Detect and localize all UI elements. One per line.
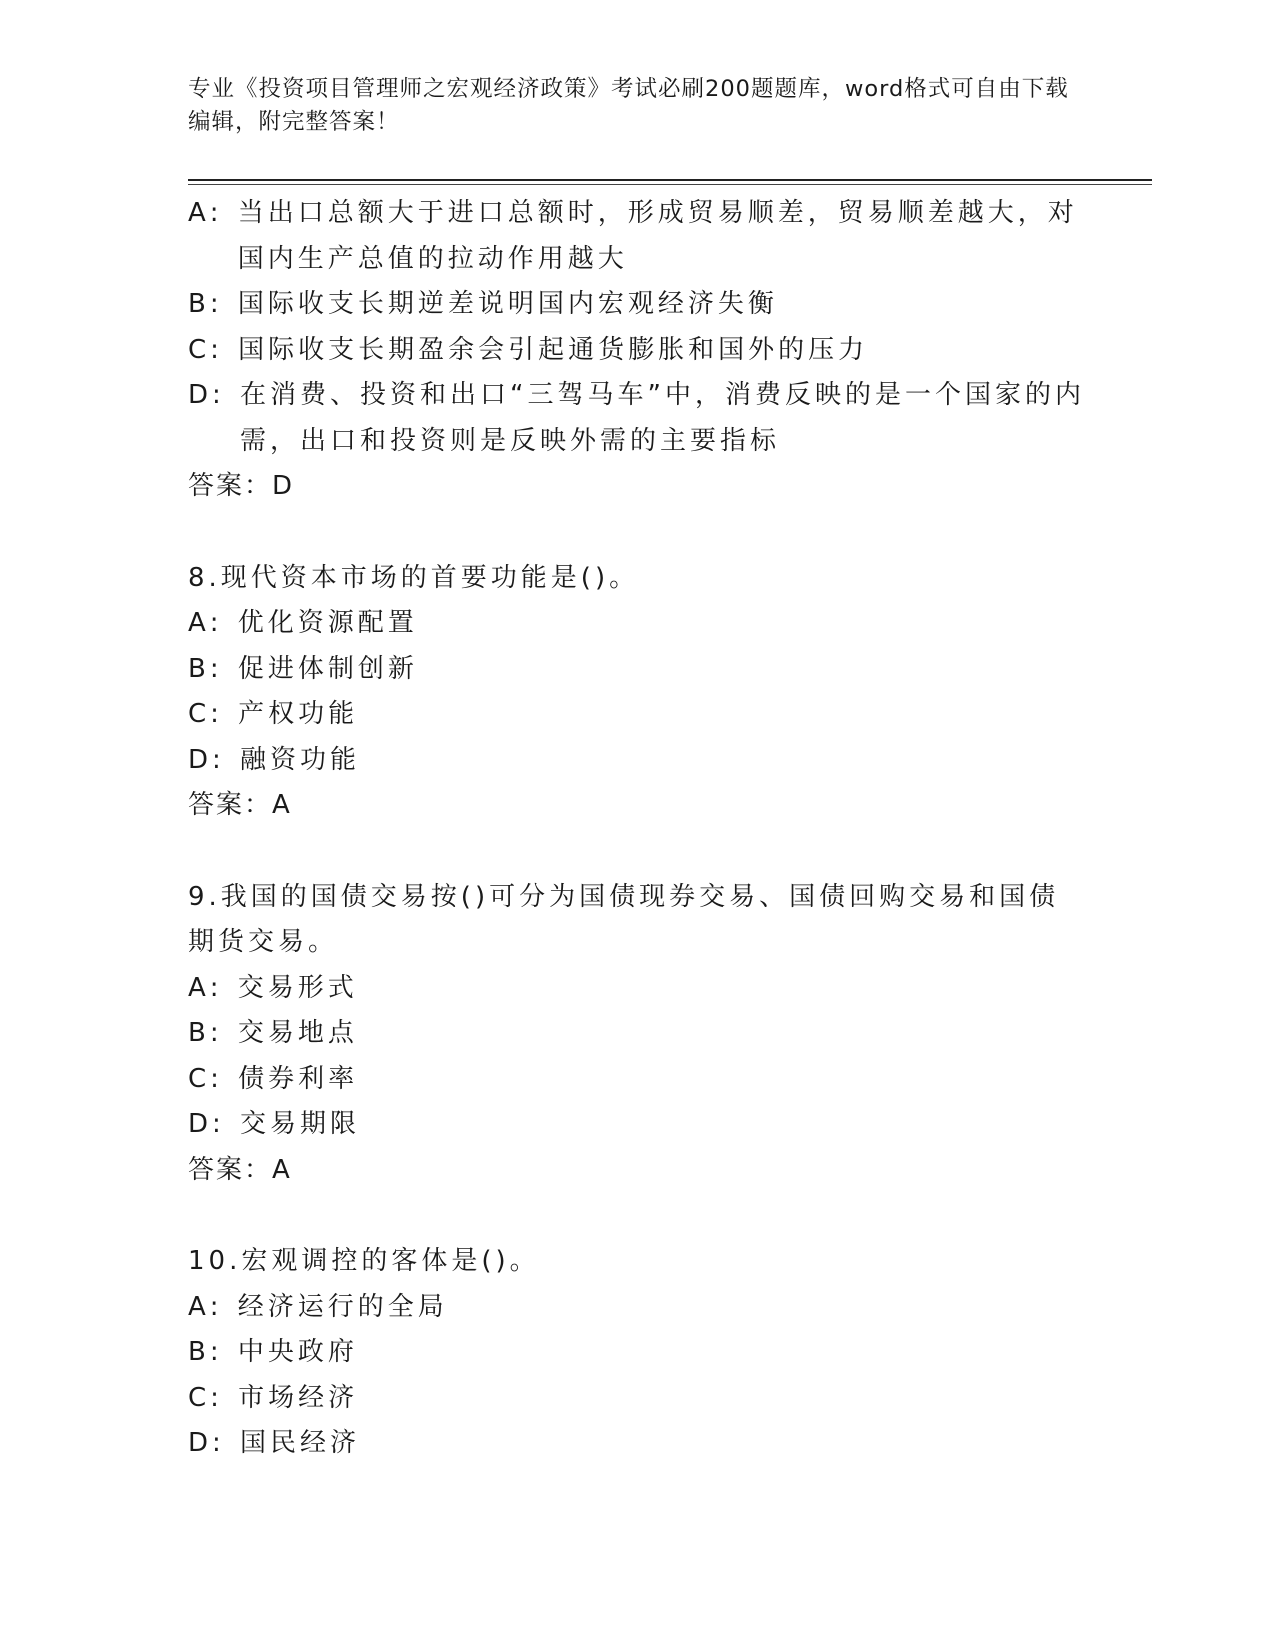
option-text: 优化资源配置 [237, 608, 418, 638]
option-text: 交易形式 [237, 972, 358, 1003]
option-d [188, 738, 1088, 784]
question-8 [188, 556, 1088, 829]
option-separator: : [209, 653, 223, 684]
option-separator: : [209, 1018, 223, 1048]
option-b [188, 1330, 1088, 1376]
question-9 [188, 875, 1088, 1194]
answer-line: 答案：D [188, 471, 295, 501]
option-b [188, 1011, 1088, 1057]
option-a [188, 601, 1088, 647]
option-letter: B [188, 289, 210, 319]
header-divider-thin [188, 184, 1152, 185]
option-separator: : [209, 972, 223, 1003]
option-text: 在消费、投资和出口“三驾马车”中，消费反映的是一个国家的内需，出口和投资则是反映外需的主要指标 [240, 380, 1085, 456]
option-letter: A [188, 198, 210, 228]
option-text: 国际收支长期逆差说明国内宏观经济失衡 [237, 289, 778, 319]
option-letter: A [188, 1291, 210, 1322]
option-letter: C [188, 699, 211, 729]
option-text: 债券利率 [238, 1063, 359, 1094]
answer-line: 答案：A [188, 790, 292, 820]
option-separator: : [210, 1382, 223, 1413]
option-letter: D [188, 380, 213, 410]
option-separator: : [210, 1063, 223, 1094]
option-separator: : [212, 744, 225, 775]
option-text: 交易期限 [240, 1109, 361, 1139]
option-separator: : [212, 380, 225, 410]
option-b [188, 282, 1088, 328]
question-text: 8.现代资本市场的首要功能是()。 [188, 562, 640, 593]
option-letter: C [188, 1382, 211, 1413]
option-text: 融资功能 [240, 744, 361, 775]
option-letter: B [188, 653, 210, 684]
document-header: 专业《投资项目管理师之宏观经济政策》考试必刷200题题库，word格式可自由下载编辑，附完整答案！ [188, 76, 1069, 135]
question-list [188, 191, 1088, 1467]
option-separator: : [210, 699, 223, 729]
question-text: 10.宏观调控的客体是()。 [188, 1246, 540, 1276]
option-letter: D [188, 744, 213, 775]
question-10 [188, 1239, 1088, 1467]
question-7-options [188, 191, 1088, 510]
option-b [188, 647, 1088, 693]
option-text: 交易地点 [237, 1018, 358, 1048]
option-separator: : [209, 198, 223, 228]
option-c [188, 1376, 1088, 1422]
option-d [188, 1421, 1088, 1467]
option-c [188, 692, 1088, 738]
option-d [188, 1102, 1088, 1148]
option-letter: D [188, 1109, 213, 1139]
option-a [188, 1285, 1088, 1331]
option-separator: : [212, 1109, 225, 1139]
option-text: 国际收支长期盈余会引起通货膨胀和国外的压力 [238, 334, 869, 365]
header-divider [188, 179, 1152, 181]
option-separator: : [212, 1428, 225, 1458]
option-text: 促进体制创新 [237, 653, 418, 684]
option-text: 国民经济 [240, 1428, 361, 1458]
option-text: 市场经济 [238, 1382, 359, 1413]
option-separator: : [209, 289, 223, 319]
option-separator: : [210, 334, 223, 365]
option-letter: A [188, 608, 210, 638]
option-c [188, 1057, 1088, 1103]
option-letter: C [188, 334, 211, 365]
option-a [188, 191, 1088, 282]
option-separator: : [209, 608, 223, 638]
option-text: 经济运行的全局 [237, 1291, 448, 1322]
option-text: 当出口总额大于进口总额时，形成贸易顺差，贸易顺差越大，对国内生产总值的拉动作用越大 [237, 198, 1078, 274]
answer-line: 答案：A [188, 1154, 292, 1185]
option-letter: C [188, 1063, 211, 1094]
option-letter: D [188, 1428, 213, 1458]
option-text: 中央政府 [237, 1337, 358, 1367]
question-text: 9.我国的国债交易按()可分为国债现券交易、国债回购交易和国债期货交易。 [188, 881, 1060, 957]
option-a [188, 966, 1088, 1012]
option-separator: : [209, 1291, 223, 1322]
option-letter: A [188, 972, 210, 1003]
option-c [188, 328, 1088, 374]
option-text: 产权功能 [238, 699, 359, 729]
option-letter: B [188, 1337, 210, 1367]
option-separator: : [209, 1337, 223, 1367]
option-letter: B [188, 1018, 210, 1048]
option-d [188, 373, 1088, 464]
